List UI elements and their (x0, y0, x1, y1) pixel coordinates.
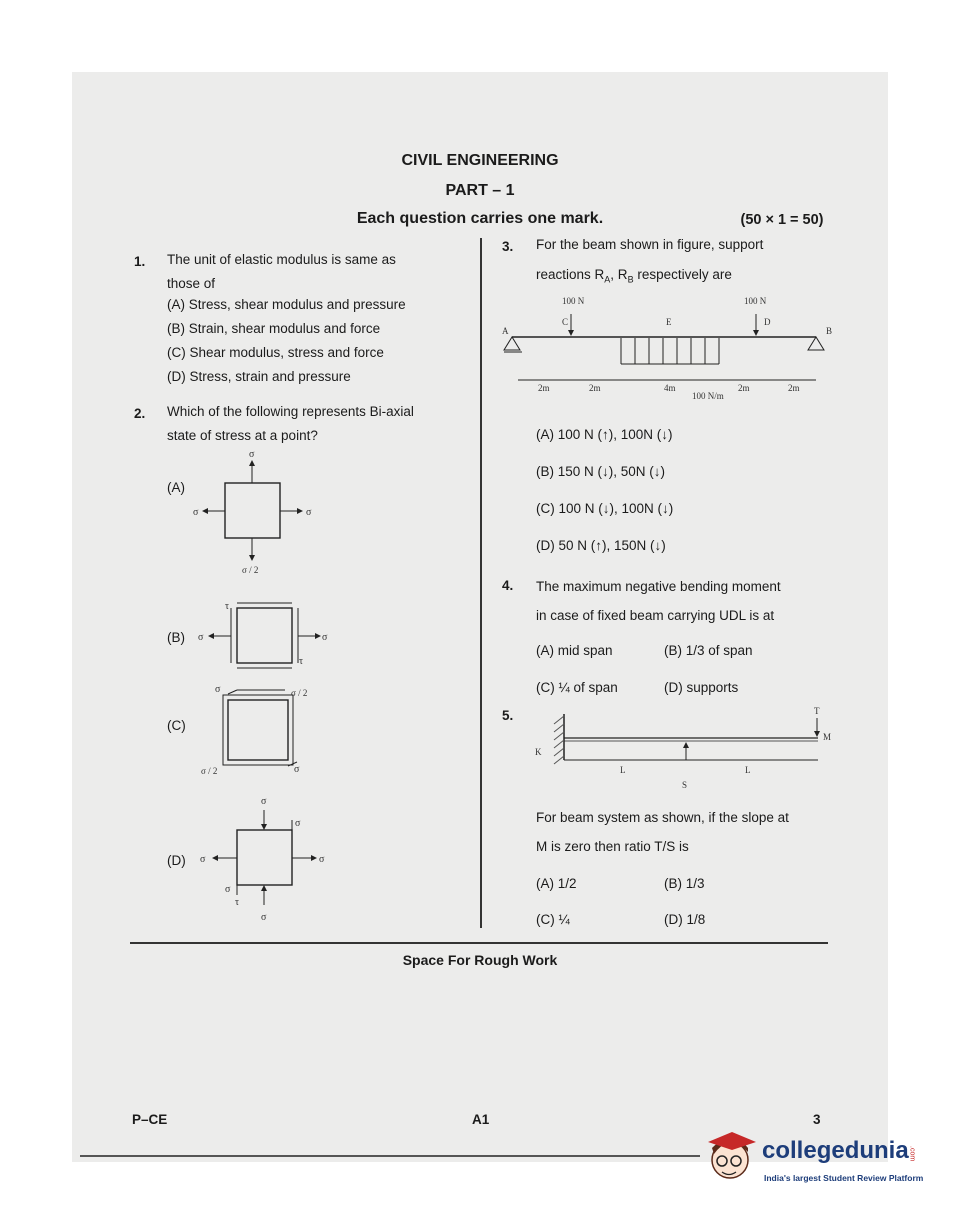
q2-option-d-label: (D) (167, 853, 186, 868)
q5-number: 5. (502, 708, 514, 723)
footer-page: 3 (813, 1112, 821, 1127)
q4-option-b (664, 643, 753, 658)
q3-number: 3. (502, 239, 514, 254)
q5-label-l2: L (745, 765, 751, 775)
q5-option-a-prefix: (A) (536, 876, 558, 891)
q2a-sigma-top: σ (249, 449, 255, 460)
q3-option-b: (B) 150 N (↓), 50N (↓) (536, 464, 666, 479)
q2-figure-c (195, 682, 325, 777)
q3-sub-b: B (627, 274, 634, 285)
footer-rule (80, 1155, 700, 1157)
q5-option-c: (C) ¼ (536, 912, 570, 927)
q3-text-line1: For the beam shown in figure, support (536, 237, 764, 252)
q1-option-a: (A) Stress, shear modulus and pressure (167, 297, 406, 312)
q5-text (536, 803, 836, 861)
q1-text (167, 248, 467, 296)
q2-figure-a (190, 445, 330, 580)
q3-reactions-suffix: respectively are (633, 267, 732, 282)
q3-point-d: D (764, 317, 771, 327)
q4-option-b-frac: 1/3 (685, 643, 705, 658)
q2a-sigma-half-bottom: σ / 2 (242, 565, 259, 575)
q5-option-d-frac: 1/8 (686, 912, 706, 927)
q2b-sigma-right: σ (322, 632, 328, 643)
q5-line2: M is zero then ratio T/S is (536, 839, 689, 854)
q5-beam-figure (530, 700, 840, 795)
q2-line1: Which of the following represents Bi-axial (167, 404, 414, 419)
instruction: Each question carries one mark. (356, 210, 604, 227)
column-divider (480, 238, 482, 928)
q2-option-b-label: (B) (167, 630, 185, 645)
q3-comma: , R (610, 267, 628, 282)
q3-seg4: 2m (738, 383, 750, 393)
q4-option-b-suffix: of span (704, 643, 753, 658)
brand-wordmark: collegedunia (762, 1137, 909, 1164)
q2b-tau-bottom: τ (299, 656, 304, 667)
q4-option-d: (D) supports (664, 680, 739, 695)
footer-set: A1 (472, 1112, 490, 1127)
q5-label-t: T (814, 706, 820, 716)
q2-text (167, 400, 477, 448)
brand-tagline: India's largest Student Review Platform (764, 1173, 924, 1183)
q2-figure-d (195, 792, 335, 927)
brand-tld: .com (908, 1146, 916, 1162)
q5-label-m: M (823, 732, 832, 742)
q3-option-a: (A) 100 N (↑), 100N (↓) (536, 427, 673, 442)
q3-point-e: E (666, 317, 672, 327)
q1-number: 1. (134, 254, 146, 269)
q2c-sigma-top-left: σ (215, 684, 221, 695)
q3-text-line2 (536, 263, 836, 292)
q5-option-a (536, 876, 577, 891)
q5-option-d-prefix: (D) (664, 912, 687, 927)
q2a-sigma-left: σ (193, 507, 199, 518)
q3-load-d: 100 N (744, 296, 767, 306)
q3-point-a: A (502, 326, 509, 336)
q2c-sigma-bottom-right: σ (294, 764, 300, 775)
q3-seg5: 2m (788, 383, 800, 393)
q3-sub-a: A (604, 274, 611, 285)
q3-beam-figure (498, 290, 838, 410)
q2-option-a-label: (A) (167, 480, 185, 495)
q2c-sigma-half-top-right: σ / 2 (291, 688, 308, 698)
q4-number: 4. (502, 578, 514, 593)
brand-mascot-icon (706, 1126, 758, 1186)
q2d-sigma-right: σ (319, 854, 325, 865)
q4-option-c: (C) ¼ of span (536, 680, 618, 695)
q2d-sigma-top: σ (261, 796, 267, 807)
q4-line1: The maximum negative bending moment (536, 579, 781, 594)
q2d-sigma-bottom: σ (261, 912, 267, 923)
q5-option-a-frac: 1/2 (557, 876, 577, 891)
q5-option-b-prefix: (B) (664, 876, 686, 891)
q2-figure-b (195, 598, 335, 673)
q2b-tau-top: τ (225, 601, 230, 612)
q3-point-c: C (562, 317, 569, 327)
q2c-sigma-half-bottom-left: σ / 2 (201, 766, 218, 776)
q5-label-l1: L (620, 765, 626, 775)
rough-work-label: Space For Rough Work (402, 952, 558, 968)
q1-line1: The unit of elastic modulus is same as (167, 252, 396, 267)
brand-name (762, 1137, 916, 1165)
q3-reactions-prefix: reactions R (536, 267, 605, 282)
q2-number: 2. (134, 406, 146, 421)
q2d-tau-bottom: τ (235, 897, 240, 908)
part-title: PART – 1 (445, 182, 515, 199)
q3-seg2: 2m (589, 383, 601, 393)
q5-option-b-frac: 1/3 (685, 876, 705, 891)
q4-line2: in case of fixed beam carrying UDL is at (536, 608, 775, 623)
q3-load-c: 100 N (562, 296, 585, 306)
q2a-sigma-right: σ (306, 507, 312, 518)
q1-option-b: (B) Strain, shear modulus and force (167, 321, 381, 336)
q5-line1: For beam system as shown, if the slope at (536, 810, 789, 825)
subject-title: CIVIL ENGINEERING (401, 152, 559, 169)
footer-code: P–CE (132, 1112, 168, 1127)
q3-point-b: B (826, 326, 833, 336)
q2b-sigma-left: σ (198, 632, 204, 643)
q2-option-c-label: (C) (167, 718, 186, 733)
q5-label-s: S (682, 780, 688, 790)
q5-option-d (664, 912, 705, 927)
marks-scheme: (50 × 1 = 50) (740, 212, 824, 228)
q4-option-b-prefix: (B) (664, 643, 686, 658)
q3-seg3: 4m (664, 383, 676, 393)
q2d-sigma-left: σ (200, 854, 206, 865)
q2d-sigma-bottom-left: σ (225, 884, 231, 895)
q1-line2: those of (167, 276, 216, 291)
q3-udl: 100 N/m (692, 391, 724, 401)
q5-label-k: K (535, 747, 542, 757)
q5-option-b (664, 876, 705, 891)
q3-option-c: (C) 100 N (↓), 100N (↓) (536, 501, 674, 516)
q4-option-a: (A) mid span (536, 643, 613, 658)
rough-work-divider (130, 942, 828, 944)
q2-line2: state of stress at a point? (167, 428, 318, 443)
q1-option-d: (D) Stress, strain and pressure (167, 369, 351, 384)
q3-seg1: 2m (538, 383, 550, 393)
q4-text (536, 572, 836, 630)
q2d-sigma-top-right: σ (295, 818, 301, 829)
q1-option-c: (C) Shear modulus, stress and force (167, 345, 384, 360)
q3-option-d: (D) 50 N (↑), 150N (↓) (536, 538, 666, 553)
